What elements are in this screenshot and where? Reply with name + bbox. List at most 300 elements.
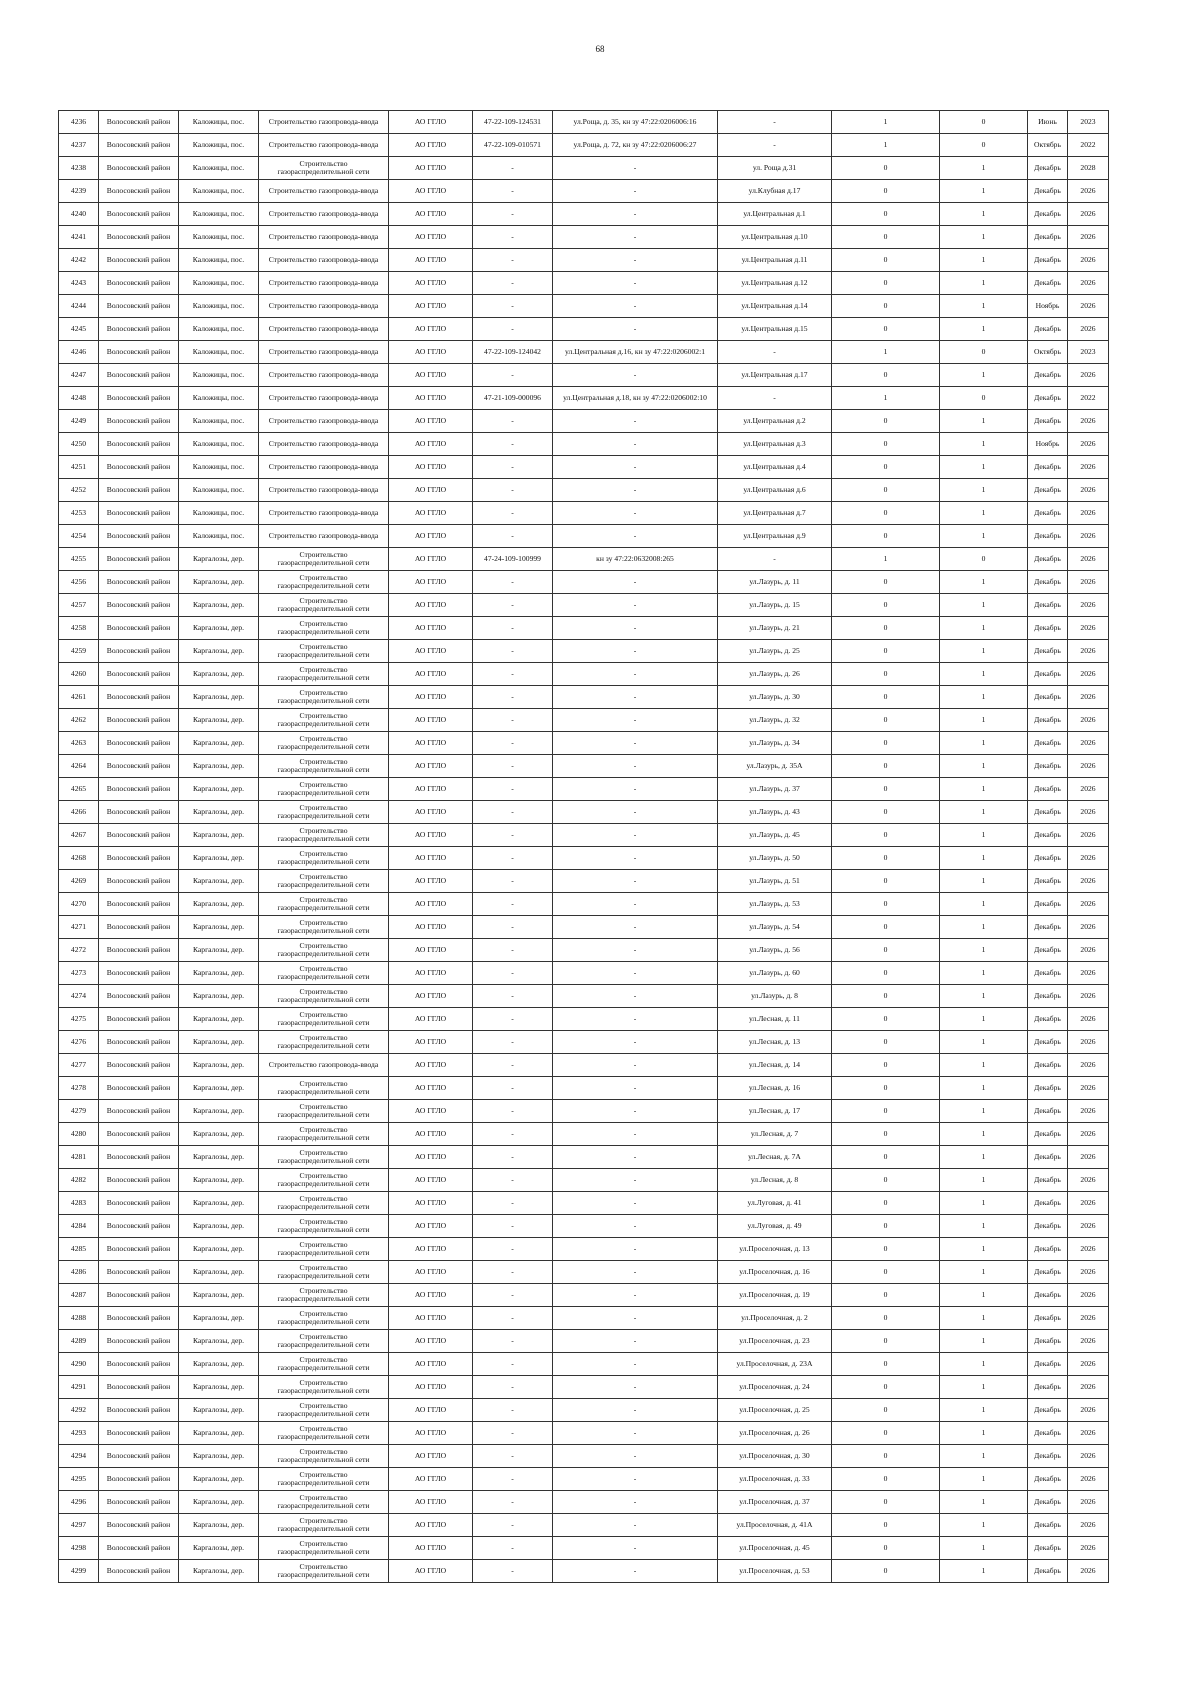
- cell-year: 2026: [1068, 571, 1109, 594]
- cell-application-number: -: [473, 1169, 553, 1192]
- table-row: [59, 1445, 1109, 1468]
- table-row: [59, 249, 1109, 272]
- cell-work-type: Строительство газораспределительной сети: [259, 548, 389, 571]
- cell-organization: АО ГГЛО: [389, 180, 473, 203]
- cell-work-type: Строительство газораспределительной сети: [259, 1215, 389, 1238]
- cell-address: ул.Проселочная, д. 23А: [718, 1353, 832, 1376]
- cell-row-number: 4236: [59, 111, 99, 134]
- cell-cadastral-address: кн зу 47:22:0632008:265: [553, 548, 718, 571]
- cell-work-type: Строительство газораспределительной сети: [259, 1399, 389, 1422]
- table-row: [59, 640, 1109, 663]
- cell-count-b: 1: [940, 962, 1028, 985]
- cell-count-b: 1: [940, 1008, 1028, 1031]
- cell-district: Волосовский район: [99, 1146, 179, 1169]
- cell-address: ул.Центральная д.2: [718, 410, 832, 433]
- cell-settlement: Каложицы, пос.: [179, 295, 259, 318]
- cell-application-number: -: [473, 226, 553, 249]
- table-row: [59, 387, 1109, 410]
- cell-row-number: 4287: [59, 1284, 99, 1307]
- cell-month: Декабрь: [1028, 203, 1068, 226]
- cell-month: Декабрь: [1028, 157, 1068, 180]
- cell-address: -: [718, 341, 832, 364]
- cell-cadastral-address: ул.Центральная д.16, кн зу 47:22:0206002:1: [553, 341, 718, 364]
- cell-year: 2026: [1068, 502, 1109, 525]
- cell-address: ул.Центральная д.11: [718, 249, 832, 272]
- cell-row-number: 4271: [59, 916, 99, 939]
- cell-district: Волосовский район: [99, 893, 179, 916]
- cell-work-type: Строительство газораспределительной сети: [259, 1353, 389, 1376]
- cell-address: ул.Лесная, д. 7: [718, 1123, 832, 1146]
- cell-row-number: 4265: [59, 778, 99, 801]
- cell-settlement: Каргалозы, дер.: [179, 1192, 259, 1215]
- cell-count-b: 1: [940, 1100, 1028, 1123]
- cell-organization: АО ГГЛО: [389, 1468, 473, 1491]
- cell-count-b: 1: [940, 824, 1028, 847]
- cell-organization: АО ГГЛО: [389, 295, 473, 318]
- cell-year: 2026: [1068, 1284, 1109, 1307]
- cell-row-number: 4261: [59, 686, 99, 709]
- cell-count-b: 1: [940, 1169, 1028, 1192]
- cell-application-number: -: [473, 1537, 553, 1560]
- table-row: [59, 1261, 1109, 1284]
- cell-address: ул.Проселочная, д. 23: [718, 1330, 832, 1353]
- cell-count-b: 1: [940, 456, 1028, 479]
- cell-count-b: 1: [940, 1376, 1028, 1399]
- cell-month: Декабрь: [1028, 1514, 1068, 1537]
- cell-application-number: -: [473, 295, 553, 318]
- cell-application-number: -: [473, 1146, 553, 1169]
- cell-year: 2026: [1068, 1031, 1109, 1054]
- cell-count-a: 0: [832, 709, 940, 732]
- cell-organization: АО ГГЛО: [389, 1445, 473, 1468]
- cell-address: ул.Лазурь, д. 56: [718, 939, 832, 962]
- cell-settlement: Каргалозы, дер.: [179, 1514, 259, 1537]
- cell-month: Декабрь: [1028, 847, 1068, 870]
- cell-year: 2026: [1068, 1192, 1109, 1215]
- cell-address: ул. Роща д.31: [718, 157, 832, 180]
- cell-year: 2026: [1068, 1100, 1109, 1123]
- cell-district: Волосовский район: [99, 1123, 179, 1146]
- cell-settlement: Каргалозы, дер.: [179, 985, 259, 1008]
- cell-row-number: 4264: [59, 755, 99, 778]
- cell-organization: АО ГГЛО: [389, 1192, 473, 1215]
- cell-count-b: 1: [940, 617, 1028, 640]
- cell-organization: АО ГГЛО: [389, 1330, 473, 1353]
- cell-row-number: 4260: [59, 663, 99, 686]
- cell-month: Декабрь: [1028, 1261, 1068, 1284]
- cell-work-type: Строительство газораспределительной сети: [259, 847, 389, 870]
- cell-work-type: Строительство газопровода-ввода: [259, 341, 389, 364]
- cell-address: ул.Лазурь, д. 26: [718, 663, 832, 686]
- cell-year: 2026: [1068, 1215, 1109, 1238]
- cell-month: Декабрь: [1028, 387, 1068, 410]
- cell-address: ул.Проселочная, д. 26: [718, 1422, 832, 1445]
- cell-year: 2026: [1068, 410, 1109, 433]
- cell-row-number: 4256: [59, 571, 99, 594]
- cell-application-number: -: [473, 847, 553, 870]
- cell-month: Декабрь: [1028, 1468, 1068, 1491]
- cell-row-number: 4274: [59, 985, 99, 1008]
- cell-organization: АО ГГЛО: [389, 663, 473, 686]
- cell-year: 2026: [1068, 272, 1109, 295]
- cell-count-b: 1: [940, 226, 1028, 249]
- cell-work-type: Строительство газораспределительной сети: [259, 157, 389, 180]
- cell-count-b: 1: [940, 364, 1028, 387]
- cell-settlement: Каргалозы, дер.: [179, 870, 259, 893]
- cell-month: Декабрь: [1028, 364, 1068, 387]
- cell-count-b: 1: [940, 1514, 1028, 1537]
- cell-settlement: Каргалозы, дер.: [179, 778, 259, 801]
- cell-year: 2026: [1068, 824, 1109, 847]
- cell-district: Волосовский район: [99, 663, 179, 686]
- cell-count-a: 0: [832, 295, 940, 318]
- table-row: [59, 1491, 1109, 1514]
- cell-settlement: Каргалозы, дер.: [179, 1077, 259, 1100]
- cell-application-number: -: [473, 157, 553, 180]
- cell-count-a: 0: [832, 1445, 940, 1468]
- cell-count-a: 0: [832, 1376, 940, 1399]
- cell-month: Декабрь: [1028, 870, 1068, 893]
- cell-address: ул.Центральная д.6: [718, 479, 832, 502]
- cell-work-type: Строительство газораспределительной сети: [259, 893, 389, 916]
- cell-cadastral-address: -: [553, 157, 718, 180]
- cell-cadastral-address: -: [553, 893, 718, 916]
- cell-month: Декабрь: [1028, 778, 1068, 801]
- cell-settlement: Каргалозы, дер.: [179, 1468, 259, 1491]
- cell-address: ул.Проселочная, д. 2: [718, 1307, 832, 1330]
- cell-count-a: 0: [832, 732, 940, 755]
- cell-count-b: 1: [940, 433, 1028, 456]
- cell-address: ул.Лесная, д. 11: [718, 1008, 832, 1031]
- cell-address: ул.Лазурь, д. 43: [718, 801, 832, 824]
- cell-count-b: 1: [940, 203, 1028, 226]
- cell-count-a: 0: [832, 502, 940, 525]
- cell-settlement: Каргалозы, дер.: [179, 617, 259, 640]
- cell-district: Волосовский район: [99, 502, 179, 525]
- cell-settlement: Каргалозы, дер.: [179, 663, 259, 686]
- cell-month: Декабрь: [1028, 1537, 1068, 1560]
- cell-organization: АО ГГЛО: [389, 364, 473, 387]
- cell-organization: АО ГГЛО: [389, 226, 473, 249]
- cell-address: ул.Лесная, д. 16: [718, 1077, 832, 1100]
- cell-count-a: 0: [832, 778, 940, 801]
- cell-cadastral-address: -: [553, 962, 718, 985]
- cell-row-number: 4286: [59, 1261, 99, 1284]
- cell-month: Декабрь: [1028, 939, 1068, 962]
- cell-count-b: 1: [940, 985, 1028, 1008]
- cell-organization: АО ГГЛО: [389, 1215, 473, 1238]
- cell-count-b: 1: [940, 1353, 1028, 1376]
- cell-count-b: 1: [940, 709, 1028, 732]
- cell-count-a: 0: [832, 1077, 940, 1100]
- cell-cadastral-address: -: [553, 617, 718, 640]
- cell-application-number: -: [473, 893, 553, 916]
- cell-count-b: 1: [940, 663, 1028, 686]
- cell-settlement: Каргалозы, дер.: [179, 548, 259, 571]
- cell-row-number: 4289: [59, 1330, 99, 1353]
- cell-application-number: -: [473, 824, 553, 847]
- cell-application-number: -: [473, 1284, 553, 1307]
- cell-cadastral-address: -: [553, 1307, 718, 1330]
- cell-year: 2026: [1068, 1146, 1109, 1169]
- cell-organization: АО ГГЛО: [389, 686, 473, 709]
- cell-address: ул.Луговая, д. 41: [718, 1192, 832, 1215]
- cell-district: Волосовский район: [99, 617, 179, 640]
- cell-address: ул.Лесная, д. 13: [718, 1031, 832, 1054]
- cell-count-a: 0: [832, 617, 940, 640]
- cell-work-type: Строительство газопровода-ввода: [259, 203, 389, 226]
- cell-application-number: -: [473, 1422, 553, 1445]
- table-row: [59, 226, 1109, 249]
- table-row: [59, 709, 1109, 732]
- cell-work-type: Строительство газопровода-ввода: [259, 1054, 389, 1077]
- cell-district: Волосовский район: [99, 801, 179, 824]
- cell-work-type: Строительство газораспределительной сети: [259, 1468, 389, 1491]
- cell-application-number: 47-22-109-010571: [473, 134, 553, 157]
- cell-organization: АО ГГЛО: [389, 1376, 473, 1399]
- cell-month: Декабрь: [1028, 1284, 1068, 1307]
- cell-year: 2026: [1068, 1261, 1109, 1284]
- cell-organization: АО ГГЛО: [389, 1560, 473, 1583]
- cell-organization: АО ГГЛО: [389, 502, 473, 525]
- cell-settlement: Каложицы, пос.: [179, 180, 259, 203]
- table-row: [59, 962, 1109, 985]
- cell-application-number: -: [473, 916, 553, 939]
- cell-row-number: 4273: [59, 962, 99, 985]
- cell-district: Волосовский район: [99, 1445, 179, 1468]
- cell-settlement: Каргалозы, дер.: [179, 1560, 259, 1583]
- cell-cadastral-address: ул.Роща, д. 72, кн зу 47:22:0206006:27: [553, 134, 718, 157]
- cell-district: Волосовский район: [99, 157, 179, 180]
- table-row: [59, 525, 1109, 548]
- cell-address: ул.Проселочная, д. 13: [718, 1238, 832, 1261]
- cell-settlement: Каргалозы, дер.: [179, 1215, 259, 1238]
- cell-cadastral-address: -: [553, 1445, 718, 1468]
- cell-district: Волосовский район: [99, 364, 179, 387]
- cell-work-type: Строительство газопровода-ввода: [259, 364, 389, 387]
- cell-month: Декабрь: [1028, 180, 1068, 203]
- cell-organization: АО ГГЛО: [389, 732, 473, 755]
- cell-cadastral-address: -: [553, 410, 718, 433]
- cell-row-number: 4257: [59, 594, 99, 617]
- table-row: [59, 456, 1109, 479]
- cell-count-b: 1: [940, 1537, 1028, 1560]
- cell-count-b: 1: [940, 1215, 1028, 1238]
- cell-cadastral-address: -: [553, 709, 718, 732]
- cell-organization: АО ГГЛО: [389, 640, 473, 663]
- cell-row-number: 4270: [59, 893, 99, 916]
- cell-count-b: 1: [940, 1284, 1028, 1307]
- cell-month: Декабрь: [1028, 663, 1068, 686]
- cell-year: 2026: [1068, 249, 1109, 272]
- cell-work-type: Строительство газопровода-ввода: [259, 249, 389, 272]
- cell-work-type: Строительство газопровода-ввода: [259, 433, 389, 456]
- table-row: [59, 755, 1109, 778]
- cell-application-number: -: [473, 870, 553, 893]
- cell-application-number: 47-22-109-124042: [473, 341, 553, 364]
- table-row: [59, 1560, 1109, 1583]
- cell-work-type: Строительство газопровода-ввода: [259, 479, 389, 502]
- cell-application-number: -: [473, 617, 553, 640]
- cell-settlement: Каргалозы, дер.: [179, 1169, 259, 1192]
- cell-row-number: 4246: [59, 341, 99, 364]
- cell-year: 2026: [1068, 1330, 1109, 1353]
- cell-count-b: 0: [940, 548, 1028, 571]
- cell-count-b: 0: [940, 387, 1028, 410]
- cell-row-number: 4245: [59, 318, 99, 341]
- cell-address: ул.Лазурь, д. 54: [718, 916, 832, 939]
- cell-application-number: -: [473, 1077, 553, 1100]
- cell-organization: АО ГГЛО: [389, 824, 473, 847]
- table-row: [59, 824, 1109, 847]
- cell-month: Декабрь: [1028, 502, 1068, 525]
- cell-row-number: 4242: [59, 249, 99, 272]
- cell-count-b: 1: [940, 1422, 1028, 1445]
- table-row: [59, 1054, 1109, 1077]
- cell-organization: АО ГГЛО: [389, 778, 473, 801]
- cell-application-number: -: [473, 203, 553, 226]
- cell-application-number: -: [473, 1192, 553, 1215]
- table-row: [59, 502, 1109, 525]
- cell-cadastral-address: -: [553, 1054, 718, 1077]
- cell-cadastral-address: -: [553, 824, 718, 847]
- cell-district: Волосовский район: [99, 709, 179, 732]
- cell-application-number: -: [473, 1054, 553, 1077]
- cell-district: Волосовский район: [99, 778, 179, 801]
- cell-address: ул.Проселочная, д. 33: [718, 1468, 832, 1491]
- cell-organization: АО ГГЛО: [389, 1031, 473, 1054]
- cell-year: 2026: [1068, 594, 1109, 617]
- cell-row-number: 4281: [59, 1146, 99, 1169]
- cell-cadastral-address: -: [553, 1008, 718, 1031]
- cell-address: ул.Центральная д.10: [718, 226, 832, 249]
- cell-work-type: Строительство газораспределительной сети: [259, 1192, 389, 1215]
- cell-application-number: -: [473, 1008, 553, 1031]
- cell-settlement: Каргалозы, дер.: [179, 594, 259, 617]
- cell-address: ул.Лесная, д. 7А: [718, 1146, 832, 1169]
- cell-address: ул.Центральная д.4: [718, 456, 832, 479]
- cell-district: Волосовский район: [99, 571, 179, 594]
- cell-count-b: 1: [940, 1123, 1028, 1146]
- cell-address: ул.Лазурь, д. 8: [718, 985, 832, 1008]
- cell-year: 2026: [1068, 847, 1109, 870]
- cell-work-type: Строительство газопровода-ввода: [259, 410, 389, 433]
- cell-count-a: 0: [832, 1307, 940, 1330]
- cell-year: 2023: [1068, 341, 1109, 364]
- cell-row-number: 4241: [59, 226, 99, 249]
- cell-count-b: 0: [940, 134, 1028, 157]
- cell-district: Волосовский район: [99, 1468, 179, 1491]
- cell-count-b: 1: [940, 1031, 1028, 1054]
- cell-district: Волосовский район: [99, 1215, 179, 1238]
- cell-year: 2026: [1068, 1169, 1109, 1192]
- cell-address: ул.Лазурь, д. 60: [718, 962, 832, 985]
- cell-organization: АО ГГЛО: [389, 134, 473, 157]
- cell-application-number: -: [473, 479, 553, 502]
- table-row: [59, 1077, 1109, 1100]
- cell-settlement: Каложицы, пос.: [179, 157, 259, 180]
- cell-count-a: 0: [832, 157, 940, 180]
- table-row: [59, 1169, 1109, 1192]
- cell-work-type: Строительство газопровода-ввода: [259, 456, 389, 479]
- cell-count-a: 0: [832, 1261, 940, 1284]
- cell-district: Волосовский район: [99, 295, 179, 318]
- cell-organization: АО ГГЛО: [389, 1123, 473, 1146]
- cell-application-number: -: [473, 433, 553, 456]
- cell-cadastral-address: -: [553, 1514, 718, 1537]
- table-row: [59, 870, 1109, 893]
- cell-year: 2026: [1068, 640, 1109, 663]
- cell-settlement: Каргалозы, дер.: [179, 709, 259, 732]
- cell-count-a: 0: [832, 1353, 940, 1376]
- cell-work-type: Строительство газопровода-ввода: [259, 525, 389, 548]
- cell-count-a: 0: [832, 249, 940, 272]
- cell-settlement: Каложицы, пос.: [179, 456, 259, 479]
- cell-settlement: Каложицы, пос.: [179, 341, 259, 364]
- cell-count-a: 0: [832, 1468, 940, 1491]
- cell-settlement: Каргалозы, дер.: [179, 1445, 259, 1468]
- cell-settlement: Каргалозы, дер.: [179, 755, 259, 778]
- table-row: [59, 847, 1109, 870]
- cell-count-b: 1: [940, 1468, 1028, 1491]
- cell-cadastral-address: -: [553, 433, 718, 456]
- cell-address: ул.Лесная, д. 14: [718, 1054, 832, 1077]
- cell-cadastral-address: -: [553, 1031, 718, 1054]
- cell-organization: АО ГГЛО: [389, 594, 473, 617]
- cell-cadastral-address: -: [553, 686, 718, 709]
- cell-month: Декабрь: [1028, 1238, 1068, 1261]
- cell-work-type: Строительство газораспределительной сети: [259, 1146, 389, 1169]
- cell-work-type: Строительство газопровода-ввода: [259, 318, 389, 341]
- cell-address: ул.Центральная д.1: [718, 203, 832, 226]
- cell-district: Волосовский район: [99, 985, 179, 1008]
- table-row: [59, 272, 1109, 295]
- cell-settlement: Каргалозы, дер.: [179, 847, 259, 870]
- cell-year: 2026: [1068, 962, 1109, 985]
- cell-count-b: 1: [940, 1238, 1028, 1261]
- cell-count-a: 0: [832, 1146, 940, 1169]
- cell-count-a: 0: [832, 1054, 940, 1077]
- cell-address: ул.Лазурь, д. 15: [718, 594, 832, 617]
- cell-count-b: 1: [940, 1192, 1028, 1215]
- cell-count-a: 0: [832, 1238, 940, 1261]
- cell-district: Волосовский район: [99, 318, 179, 341]
- cell-organization: АО ГГЛО: [389, 709, 473, 732]
- cell-count-a: 0: [832, 433, 940, 456]
- cell-settlement: Каргалозы, дер.: [179, 1537, 259, 1560]
- cell-year: 2026: [1068, 985, 1109, 1008]
- cell-row-number: 4238: [59, 157, 99, 180]
- table-row: [59, 939, 1109, 962]
- cell-year: 2026: [1068, 1008, 1109, 1031]
- cell-count-a: 0: [832, 364, 940, 387]
- cell-year: 2026: [1068, 1560, 1109, 1583]
- cell-month: Декабрь: [1028, 985, 1068, 1008]
- table-row: [59, 1514, 1109, 1537]
- cell-year: 2026: [1068, 1307, 1109, 1330]
- cell-settlement: Каргалозы, дер.: [179, 1123, 259, 1146]
- table-row: [59, 1100, 1109, 1123]
- cell-count-b: 1: [940, 502, 1028, 525]
- cell-organization: АО ГГЛО: [389, 387, 473, 410]
- cell-address: ул.Лазурь, д. 37: [718, 778, 832, 801]
- cell-row-number: 4250: [59, 433, 99, 456]
- cell-cadastral-address: -: [553, 226, 718, 249]
- cell-row-number: 4237: [59, 134, 99, 157]
- cell-application-number: -: [473, 1031, 553, 1054]
- cell-count-b: 1: [940, 157, 1028, 180]
- cell-count-a: 0: [832, 985, 940, 1008]
